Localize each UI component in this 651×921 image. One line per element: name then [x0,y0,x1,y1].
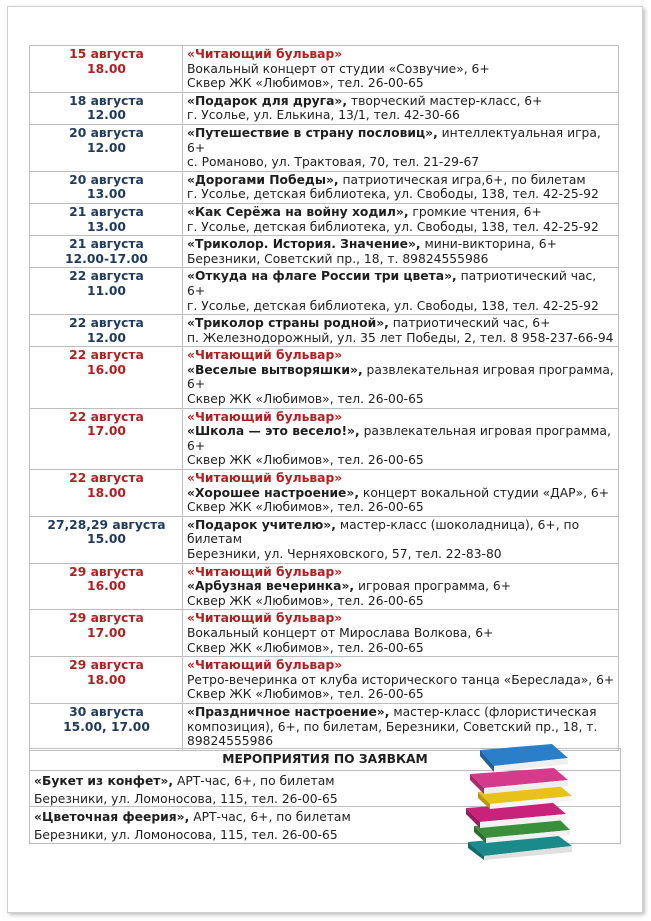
event-detail: Сквер ЖК «Любимов», тел. 26-00-65 [187,76,424,91]
event-time: 18.00 [87,485,126,500]
event-date: 22 августа [69,269,144,284]
event-date: 22 августа [69,348,144,363]
event-info-cell [183,347,619,408]
event-date-cell [30,408,183,469]
event-detail: Сквер ЖК «Любимов», тел. 26-00-65 [187,640,424,655]
event-title: «Триколор страны родной», [187,316,389,331]
event-detail: г. Усолье, ул. Елькина, 13/1, тел. 42-30-66 [187,108,460,123]
event-row [30,92,619,124]
event-title: «Дорогами Победы», [187,172,339,187]
event-date: 21 августа [69,204,144,219]
event-date-cell [30,124,183,171]
event-time: 18.00 [87,61,126,76]
event-info-cell [183,236,619,268]
event-info-cell [183,124,619,171]
event-time: 18.00 [87,672,126,687]
event-row [30,470,619,517]
event-detail: с. Романово, ул. Трактовая, 70, тел. 21-29-67 [187,155,480,170]
books-illustration [460,738,580,860]
event-date: 22 августа [69,316,144,331]
event-info-cell [183,610,619,657]
event-date: 15 августа [69,47,144,61]
requests-heading: МЕРОПРИЯТИЯ ПО ЗАЯВКАМ [30,749,620,771]
event-series-tag: «Читающий бульвар» [187,47,343,61]
event-detail: Ретро-вечеринка от клуба исторического танца «Береслада», 6+ [187,672,615,687]
event-date-cell [30,46,183,93]
event-title: «Откуда на флаге России три цвета», [187,269,457,284]
event-date-cell [30,563,183,610]
event-time: 12.00 [87,140,126,155]
request-address: Березники, ул. Ломоносова, 115, тел. 26-00-65 [34,792,338,806]
events-table [29,45,619,751]
event-time: 16.00 [87,362,126,377]
event-time: 17.00 [87,625,126,640]
event-title: «Подарок для друга», [187,93,347,108]
event-detail: Березники, Советский пр., 18, т. 89824555986 [187,251,489,266]
event-row [30,347,619,408]
event-description: концерт вокальной студии «ДАР», 6+ [359,485,610,500]
event-info-cell [183,563,619,610]
event-description: мастер-класс (шоколадница), 6+, по билетам [187,517,580,547]
event-detail: Сквер ЖК «Любимов», тел. 26-00-65 [187,500,424,515]
event-info-cell [183,203,619,235]
event-date: 20 августа [69,125,144,140]
event-time: 17.00 [87,424,126,439]
request-title: «Цветочная феерия», [34,810,190,824]
event-row [30,236,619,268]
event-date-cell [30,470,183,517]
event-detail: Сквер ЖК «Любимов», тел. 26-00-65 [187,593,424,608]
event-time: 13.00 [87,219,126,234]
event-title: «Путешествие в страну пословиц», [187,125,438,140]
event-detail: Сквер ЖК «Любимов», тел. 26-00-65 [187,687,424,702]
event-detail: г. Усолье, детская библиотека, ул. Свободы, 138, тел. 42-25-92 [187,187,599,202]
event-date: 29 августа [69,564,144,579]
event-row [30,268,619,315]
event-detail: Сквер ЖК «Любимов», тел. 26-00-65 [187,392,424,407]
event-title: «Школа — это весело!», [187,424,360,439]
event-series-tag: «Читающий бульвар» [187,471,343,486]
event-row [30,124,619,171]
event-time: 12.00-17.00 [65,251,148,266]
event-date-cell [30,203,183,235]
event-time: 15.00 [87,532,126,547]
event-title: «Веселые вытворяшки», [187,362,363,377]
event-date: 30 августа [69,704,144,719]
event-row [30,610,619,657]
event-row [30,657,619,704]
event-row [30,203,619,235]
event-date-cell [30,92,183,124]
event-time: 12.00 [87,108,126,123]
request-title: «Букет из конфет», [34,774,174,788]
event-description: патриотический час, 6+ [388,316,551,331]
event-date-cell [30,315,183,347]
event-date-cell [30,657,183,704]
event-row [30,563,619,610]
event-date-cell [30,171,183,203]
request-address: Березники, ул. Ломоносова, 115, тел. 26-00-65 [34,828,338,842]
event-date: 22 августа [69,471,144,486]
event-date: 29 августа [69,658,144,673]
event-info-cell [183,268,619,315]
event-info-cell [183,46,619,93]
event-date-cell [30,516,183,563]
event-title: «Подарок учителю», [187,517,336,532]
event-row [30,408,619,469]
event-title: «Арбузная вечеринка», [187,579,355,594]
event-series-tag: «Читающий бульвар» [187,564,343,579]
event-date: 18 августа [69,93,144,108]
event-description: громкие чтения, 6+ [408,204,542,219]
event-row [30,516,619,563]
event-series-tag: «Читающий бульвар» [187,658,343,673]
event-date-cell [30,347,183,408]
event-info-cell [183,408,619,469]
request-desc: АРТ-час, 6+, по билетам [189,810,351,824]
event-title: «Хорошее настроение», [187,485,360,500]
event-description: развлекательная игровая программа, 6+ [187,424,611,453]
event-date: 27,28,29 августа [47,517,166,532]
event-date-cell [30,703,183,750]
request-desc: АРТ-час, 6+, по билетам [173,774,335,788]
event-title: «Праздничное настроение», [187,704,390,719]
event-time: 15.00, 17.00 [63,719,150,734]
event-date: 21 августа [69,237,144,252]
event-detail: г. Усолье, детская библиотека, ул. Свободы, 138, тел. 42-25-92 [187,219,599,234]
event-description: игровая программа, 6+ [354,579,512,594]
event-series-tag: «Читающий бульвар» [187,611,343,626]
event-date-cell [30,268,183,315]
event-row [30,315,619,347]
event-description: творческий мастер-класс, 6+ [347,93,543,108]
event-detail: г. Усолье, детская библиотека, ул. Свободы, 138, тел. 42-25-92 [187,298,599,313]
event-detail: п. Железнодорожный, ул. 35 лет Победы, 2, тел. 8 958-237-66-94 [187,330,614,345]
event-info-cell [183,470,619,517]
event-description: патриотическая игра,6+, по билетам [338,172,586,187]
event-time: 13.00 [87,187,126,202]
event-description: патриотический час, 6+ [187,269,597,298]
event-description: развлекательная игровая программа, 6+ [187,362,614,392]
event-title: «Как Серёжа на войну ходил», [187,204,409,219]
event-detail: Березники, ул. Черняховского, 57, тел. 22-83-80 [187,547,502,561]
event-detail: Вокальный концерт от Мирослава Волкова, 6+ [187,625,494,640]
event-title: «Триколор. История. Значение», [187,237,421,252]
event-description: интеллектуальная игра, 6+ [187,125,601,155]
event-date-cell [30,236,183,268]
event-row [30,171,619,203]
event-detail: Сквер ЖК «Любимов», тел. 26-00-65 [187,453,424,468]
event-time: 11.00 [87,283,126,298]
event-info-cell [183,516,619,563]
event-date: 20 августа [69,172,144,187]
event-description: мини-викторина, 6+ [420,237,557,252]
event-time: 12.00 [87,330,126,345]
event-time: 16.00 [87,579,126,594]
event-series-tag: «Читающий бульвар» [187,348,343,363]
event-info-cell [183,657,619,704]
event-description: мастер-класс (флористическая композиция), 6+, по билетам, Березники, Советский пр., 18, т. 89824555986 [187,704,598,749]
event-info-cell [183,315,619,347]
event-info-cell [183,92,619,124]
event-date: 22 августа [69,409,144,424]
event-row [30,46,619,93]
event-date-cell [30,610,183,657]
event-detail: Вокальный концерт от студии «Созвучие», 6+ [187,61,490,76]
event-date: 29 августа [69,611,144,626]
event-info-cell [183,171,619,203]
event-series-tag: «Читающий бульвар» [187,409,343,424]
